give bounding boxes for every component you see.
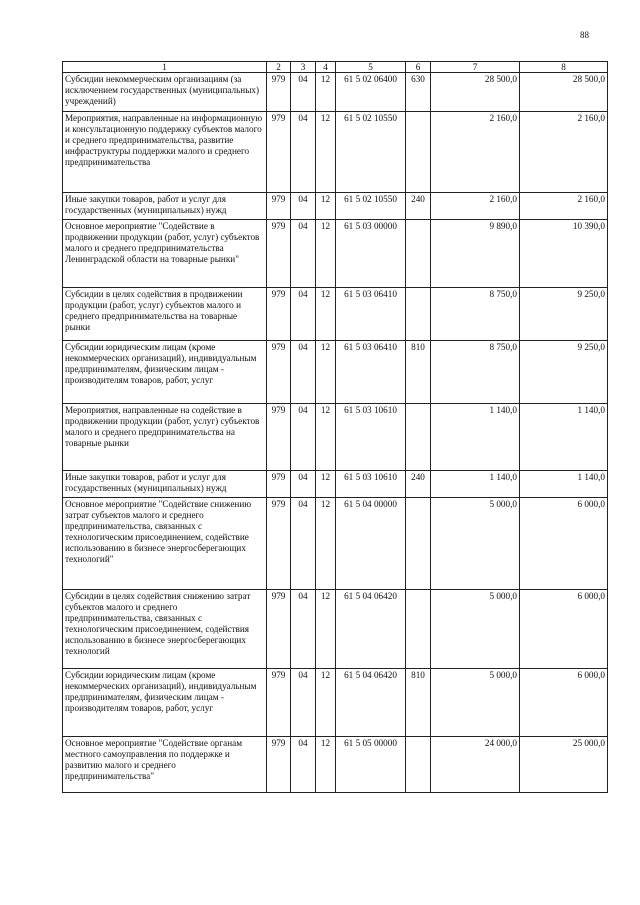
cell-amount-1: 2 160,0 (431, 193, 520, 220)
row-name: Субсидии в целях содействия снижению затрат субъектов малого и среднего предпринимательства, связанных с технологическим присоединением, содействия использованию в бизнесе энергосберегающих технологий (63, 590, 267, 669)
cell-section: 04 (291, 341, 316, 404)
table-row (63, 220, 608, 288)
cell-target-code: 61 5 03 06410 (336, 341, 406, 404)
cell-subsection: 12 (316, 404, 336, 471)
header-cell: 3 (291, 62, 316, 73)
row-name: Субсидии в целях содействия в продвижении продукции (работ, услуг) субъектов малого и среднего предпринимательства на товарные рынки (63, 288, 267, 341)
cell-expense-type (406, 112, 431, 193)
cell-amount-1: 8 750,0 (431, 341, 520, 404)
row-name: Мероприятия, направленные на содействие в продвижении продукции (работ, услуг) субъектов малого и среднего предпринимательства на товарные рынки (63, 404, 267, 471)
row-name: Основное мероприятие "Содействие в продвижении продукции (работ, услуг) субъектов малого и среднего предпринимательства Ленинградской области на товарные рынки" (63, 220, 267, 288)
cell-expense-type (406, 498, 431, 590)
cell-amount-2: 9 250,0 (520, 288, 608, 341)
cell-subsection: 12 (316, 590, 336, 669)
cell-ministry: 979 (267, 471, 291, 498)
cell-ministry: 979 (267, 220, 291, 288)
header-row (63, 62, 608, 73)
cell-amount-1: 5 000,0 (431, 590, 520, 669)
cell-target-code: 61 5 05 00000 (336, 737, 406, 793)
cell-expense-type: 810 (406, 669, 431, 737)
cell-ministry: 979 (267, 193, 291, 220)
cell-amount-2: 6 000,0 (520, 669, 608, 737)
cell-amount-2: 10 390,0 (520, 220, 608, 288)
header-cell: 8 (520, 62, 608, 73)
row-name: Мероприятия, направленные на информационную и консультационную поддержку субъектов малого и среднего предпринимательства, развитие инфраструктуры поддержки малого и среднего предпринимательства (63, 112, 267, 193)
cell-section: 04 (291, 112, 316, 193)
cell-amount-1: 9 890,0 (431, 220, 520, 288)
cell-amount-1: 28 500,0 (431, 73, 520, 112)
cell-expense-type: 630 (406, 73, 431, 112)
cell-target-code: 61 5 04 00000 (336, 498, 406, 590)
cell-amount-1: 5 000,0 (431, 669, 520, 737)
cell-section: 04 (291, 220, 316, 288)
page-number: 88 (580, 30, 589, 40)
cell-subsection: 12 (316, 220, 336, 288)
table-row (63, 341, 608, 404)
cell-section: 04 (291, 498, 316, 590)
cell-target-code: 61 5 02 06400 (336, 73, 406, 112)
table-row (63, 669, 608, 737)
header-cell: 5 (336, 62, 406, 73)
cell-ministry: 979 (267, 288, 291, 341)
cell-amount-2: 9 250,0 (520, 341, 608, 404)
cell-amount-2: 1 140,0 (520, 471, 608, 498)
cell-amount-1: 5 000,0 (431, 498, 520, 590)
cell-subsection: 12 (316, 471, 336, 498)
cell-expense-type (406, 288, 431, 341)
table-row (63, 193, 608, 220)
table-row (63, 112, 608, 193)
cell-target-code: 61 5 03 10610 (336, 471, 406, 498)
cell-subsection: 12 (316, 288, 336, 341)
cell-ministry: 979 (267, 341, 291, 404)
cell-expense-type: 240 (406, 193, 431, 220)
cell-section: 04 (291, 669, 316, 737)
header-cell: 2 (267, 62, 291, 73)
table-row (63, 404, 608, 471)
cell-amount-1: 2 160,0 (431, 112, 520, 193)
table-row (63, 471, 608, 498)
cell-expense-type: 240 (406, 471, 431, 498)
header-cell: 4 (316, 62, 336, 73)
cell-expense-type: 810 (406, 341, 431, 404)
row-name: Иные закупки товаров, работ и услуг для государственных (муниципальных) нужд (63, 471, 267, 498)
cell-amount-1: 1 140,0 (431, 404, 520, 471)
row-name: Основное мероприятие "Содействие органам местного самоуправления по поддержке и развитию малого и среднего предпринимательства" (63, 737, 267, 793)
cell-subsection: 12 (316, 669, 336, 737)
cell-target-code: 61 5 04 06420 (336, 669, 406, 737)
cell-amount-2: 6 000,0 (520, 590, 608, 669)
row-name: Субсидии некоммерческим организациям (за исключением государственных (муниципальных) учреждений) (63, 73, 267, 112)
cell-ministry: 979 (267, 112, 291, 193)
table-row (63, 498, 608, 590)
cell-expense-type (406, 404, 431, 471)
cell-amount-2: 2 160,0 (520, 193, 608, 220)
cell-ministry: 979 (267, 498, 291, 590)
cell-section: 04 (291, 471, 316, 498)
table-row (63, 590, 608, 669)
header-cell: 7 (431, 62, 520, 73)
cell-target-code: 61 5 03 06410 (336, 288, 406, 341)
cell-expense-type (406, 220, 431, 288)
cell-amount-1: 8 750,0 (431, 288, 520, 341)
cell-target-code: 61 5 02 10550 (336, 193, 406, 220)
cell-ministry: 979 (267, 669, 291, 737)
cell-section: 04 (291, 404, 316, 471)
row-name: Основное мероприятие "Содействие снижению затрат субъектов малого и среднего предпринимательства, связанных с технологическим присоединением, содействие использованию в бизнесе энергосберегающих технологий" (63, 498, 267, 590)
cell-amount-2: 1 140,0 (520, 404, 608, 471)
cell-ministry: 979 (267, 737, 291, 793)
header-cell: 1 (63, 62, 267, 73)
budget-table (62, 61, 608, 793)
cell-subsection: 12 (316, 73, 336, 112)
row-name: Субсидии юридическим лицам (кроме некоммерческих организаций), индивидуальным предпринимателям, физическим лицам - производителям товаров, работ, услуг (63, 341, 267, 404)
cell-subsection: 12 (316, 498, 336, 590)
cell-ministry: 979 (267, 404, 291, 471)
cell-target-code: 61 5 04 06420 (336, 590, 406, 669)
cell-section: 04 (291, 193, 316, 220)
cell-amount-2: 2 160,0 (520, 112, 608, 193)
table-row (63, 73, 608, 112)
cell-ministry: 979 (267, 73, 291, 112)
row-name: Субсидии юридическим лицам (кроме некоммерческих организаций), индивидуальным предпринимателям, физическим лицам - производителям товаров, работ, услуг (63, 669, 267, 737)
cell-section: 04 (291, 288, 316, 341)
cell-target-code: 61 5 03 10610 (336, 404, 406, 471)
cell-amount-2: 6 000,0 (520, 498, 608, 590)
cell-subsection: 12 (316, 737, 336, 793)
table-row (63, 288, 608, 341)
cell-target-code: 61 5 03 00000 (336, 220, 406, 288)
table-row (63, 737, 608, 793)
cell-section: 04 (291, 73, 316, 112)
cell-expense-type (406, 737, 431, 793)
cell-amount-1: 24 000,0 (431, 737, 520, 793)
cell-expense-type (406, 590, 431, 669)
cell-amount-2: 25 000,0 (520, 737, 608, 793)
cell-section: 04 (291, 737, 316, 793)
cell-section: 04 (291, 590, 316, 669)
row-name: Иные закупки товаров, работ и услуг для государственных (муниципальных) нужд (63, 193, 267, 220)
cell-amount-2: 28 500,0 (520, 73, 608, 112)
header-cell: 6 (406, 62, 431, 73)
cell-target-code: 61 5 02 10550 (336, 112, 406, 193)
cell-subsection: 12 (316, 112, 336, 193)
cell-amount-1: 1 140,0 (431, 471, 520, 498)
cell-subsection: 12 (316, 341, 336, 404)
cell-ministry: 979 (267, 590, 291, 669)
cell-subsection: 12 (316, 193, 336, 220)
